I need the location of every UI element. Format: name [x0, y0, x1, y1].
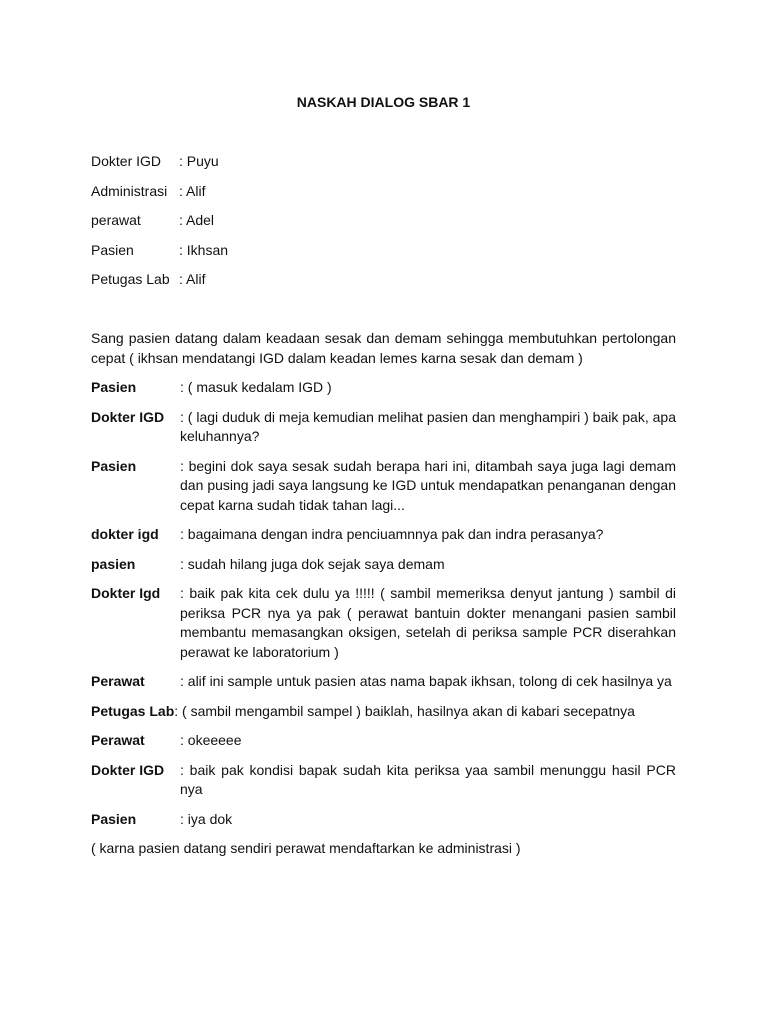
- dialogue-line: [91, 555, 676, 575]
- cast-role: perawat: [91, 212, 141, 228]
- speech-text: : bagaimana dengan indra penciuamnnya pak dan indra perasanya?: [180, 526, 604, 542]
- cast-row: [91, 152, 676, 182]
- speaker-name: pasien: [91, 555, 136, 572]
- speaker-name: Pasien: [91, 457, 137, 474]
- intro-paragraph: Sang pasien datang dalam keadaan sesak dan demam sehingga membutuhkan pertolongan cepat ( ikhsan mendatangi IGD dalam keadan lemes karna sesak dan demam ): [91, 330, 676, 366]
- dialogue-line: [91, 457, 676, 516]
- document-title: NASKAH DIALOG SBAR 1: [296, 94, 471, 110]
- cast-name: : Adel: [179, 212, 215, 228]
- speech-text: : ( sambil mengambil sampel ) baiklah, hasilnya akan di kabari secepatnya: [174, 702, 635, 719]
- speech-text: : baik pak kita cek dulu ya !!!!! ( sambil memeriksa denyut jantung ) sambil di periksa PCR nya ya pak ( perawat bantuin dokter menangani pasien sambil membantu memasangkan oksigen, setelah di periksa sample PCR diserahkan perawat ke laboratorium ): [180, 585, 676, 660]
- speaker-name: Pasien: [91, 810, 137, 827]
- cast-name: : Alif: [179, 182, 206, 199]
- speech-text: : ( masuk kedalam IGD ): [180, 379, 332, 395]
- cast-role: Pasien: [91, 241, 134, 258]
- cast-row: [91, 182, 676, 212]
- script-body: [91, 329, 676, 869]
- speaker-name: Dokter Igd: [91, 585, 161, 601]
- cast-name: : Ikhsan: [179, 241, 229, 258]
- speaker-name: dokter igd: [91, 526, 159, 542]
- speaker-name: Perawat: [91, 732, 145, 748]
- cast-list: [91, 152, 676, 300]
- cast-name: : Puyu: [179, 153, 219, 169]
- dialogue-line: [91, 672, 676, 692]
- cast-row: [91, 211, 676, 241]
- speech-text: : sudah hilang juga dok sejak saya demam: [180, 555, 445, 572]
- cast-name: : Alif: [179, 271, 206, 287]
- dialogue-line: [91, 731, 676, 751]
- dialogue-line: [91, 378, 676, 398]
- cast-row: [91, 270, 676, 300]
- speech-text: : okeeeee: [180, 732, 242, 748]
- speech-text: : begini dok saya sesak sudah berapa hari ini, ditambah saya juga lagi demam dan pusing jadi saya langsung ke IGD untuk mendapatkan penanganan dengan cepat karna sudah tidak tahan lagi...: [180, 457, 676, 513]
- dialogue-line: [91, 584, 676, 662]
- cast-role: Administrasi: [91, 182, 168, 199]
- closing-note: ( karna pasien datang sendiri perawat mendaftarkan ke administrasi ): [91, 840, 521, 856]
- speech-text: : iya dok: [180, 810, 233, 827]
- speech-text: : alif ini sample untuk pasien atas nama bapak ikhsan, tolong di cek hasilnya ya: [180, 673, 672, 689]
- speaker-name: Dokter IGD: [91, 761, 165, 778]
- speech-text: : baik pak kondisi bapak sudah kita periksa yaa sambil menunggu hasil PCR nya: [180, 761, 676, 797]
- dialogue-line: [91, 525, 676, 545]
- dialogue-line: [91, 408, 676, 447]
- speech-text: : ( lagi duduk di meja kemudian melihat pasien dan menghampiri ) baik pak, apa keluhannya?: [180, 408, 676, 444]
- dialogue-line-inline: [91, 702, 676, 722]
- cast-row: [91, 241, 676, 271]
- cast-role: Petugas Lab: [91, 271, 170, 287]
- dialogue-line: [91, 761, 676, 800]
- speaker-name: Petugas Lab: [91, 702, 175, 719]
- cast-role: Dokter IGD: [91, 153, 162, 169]
- dialogue-line: [91, 810, 676, 830]
- speaker-name: Pasien: [91, 379, 137, 395]
- speaker-name: Dokter IGD: [91, 408, 165, 425]
- speaker-name: Perawat: [91, 673, 145, 689]
